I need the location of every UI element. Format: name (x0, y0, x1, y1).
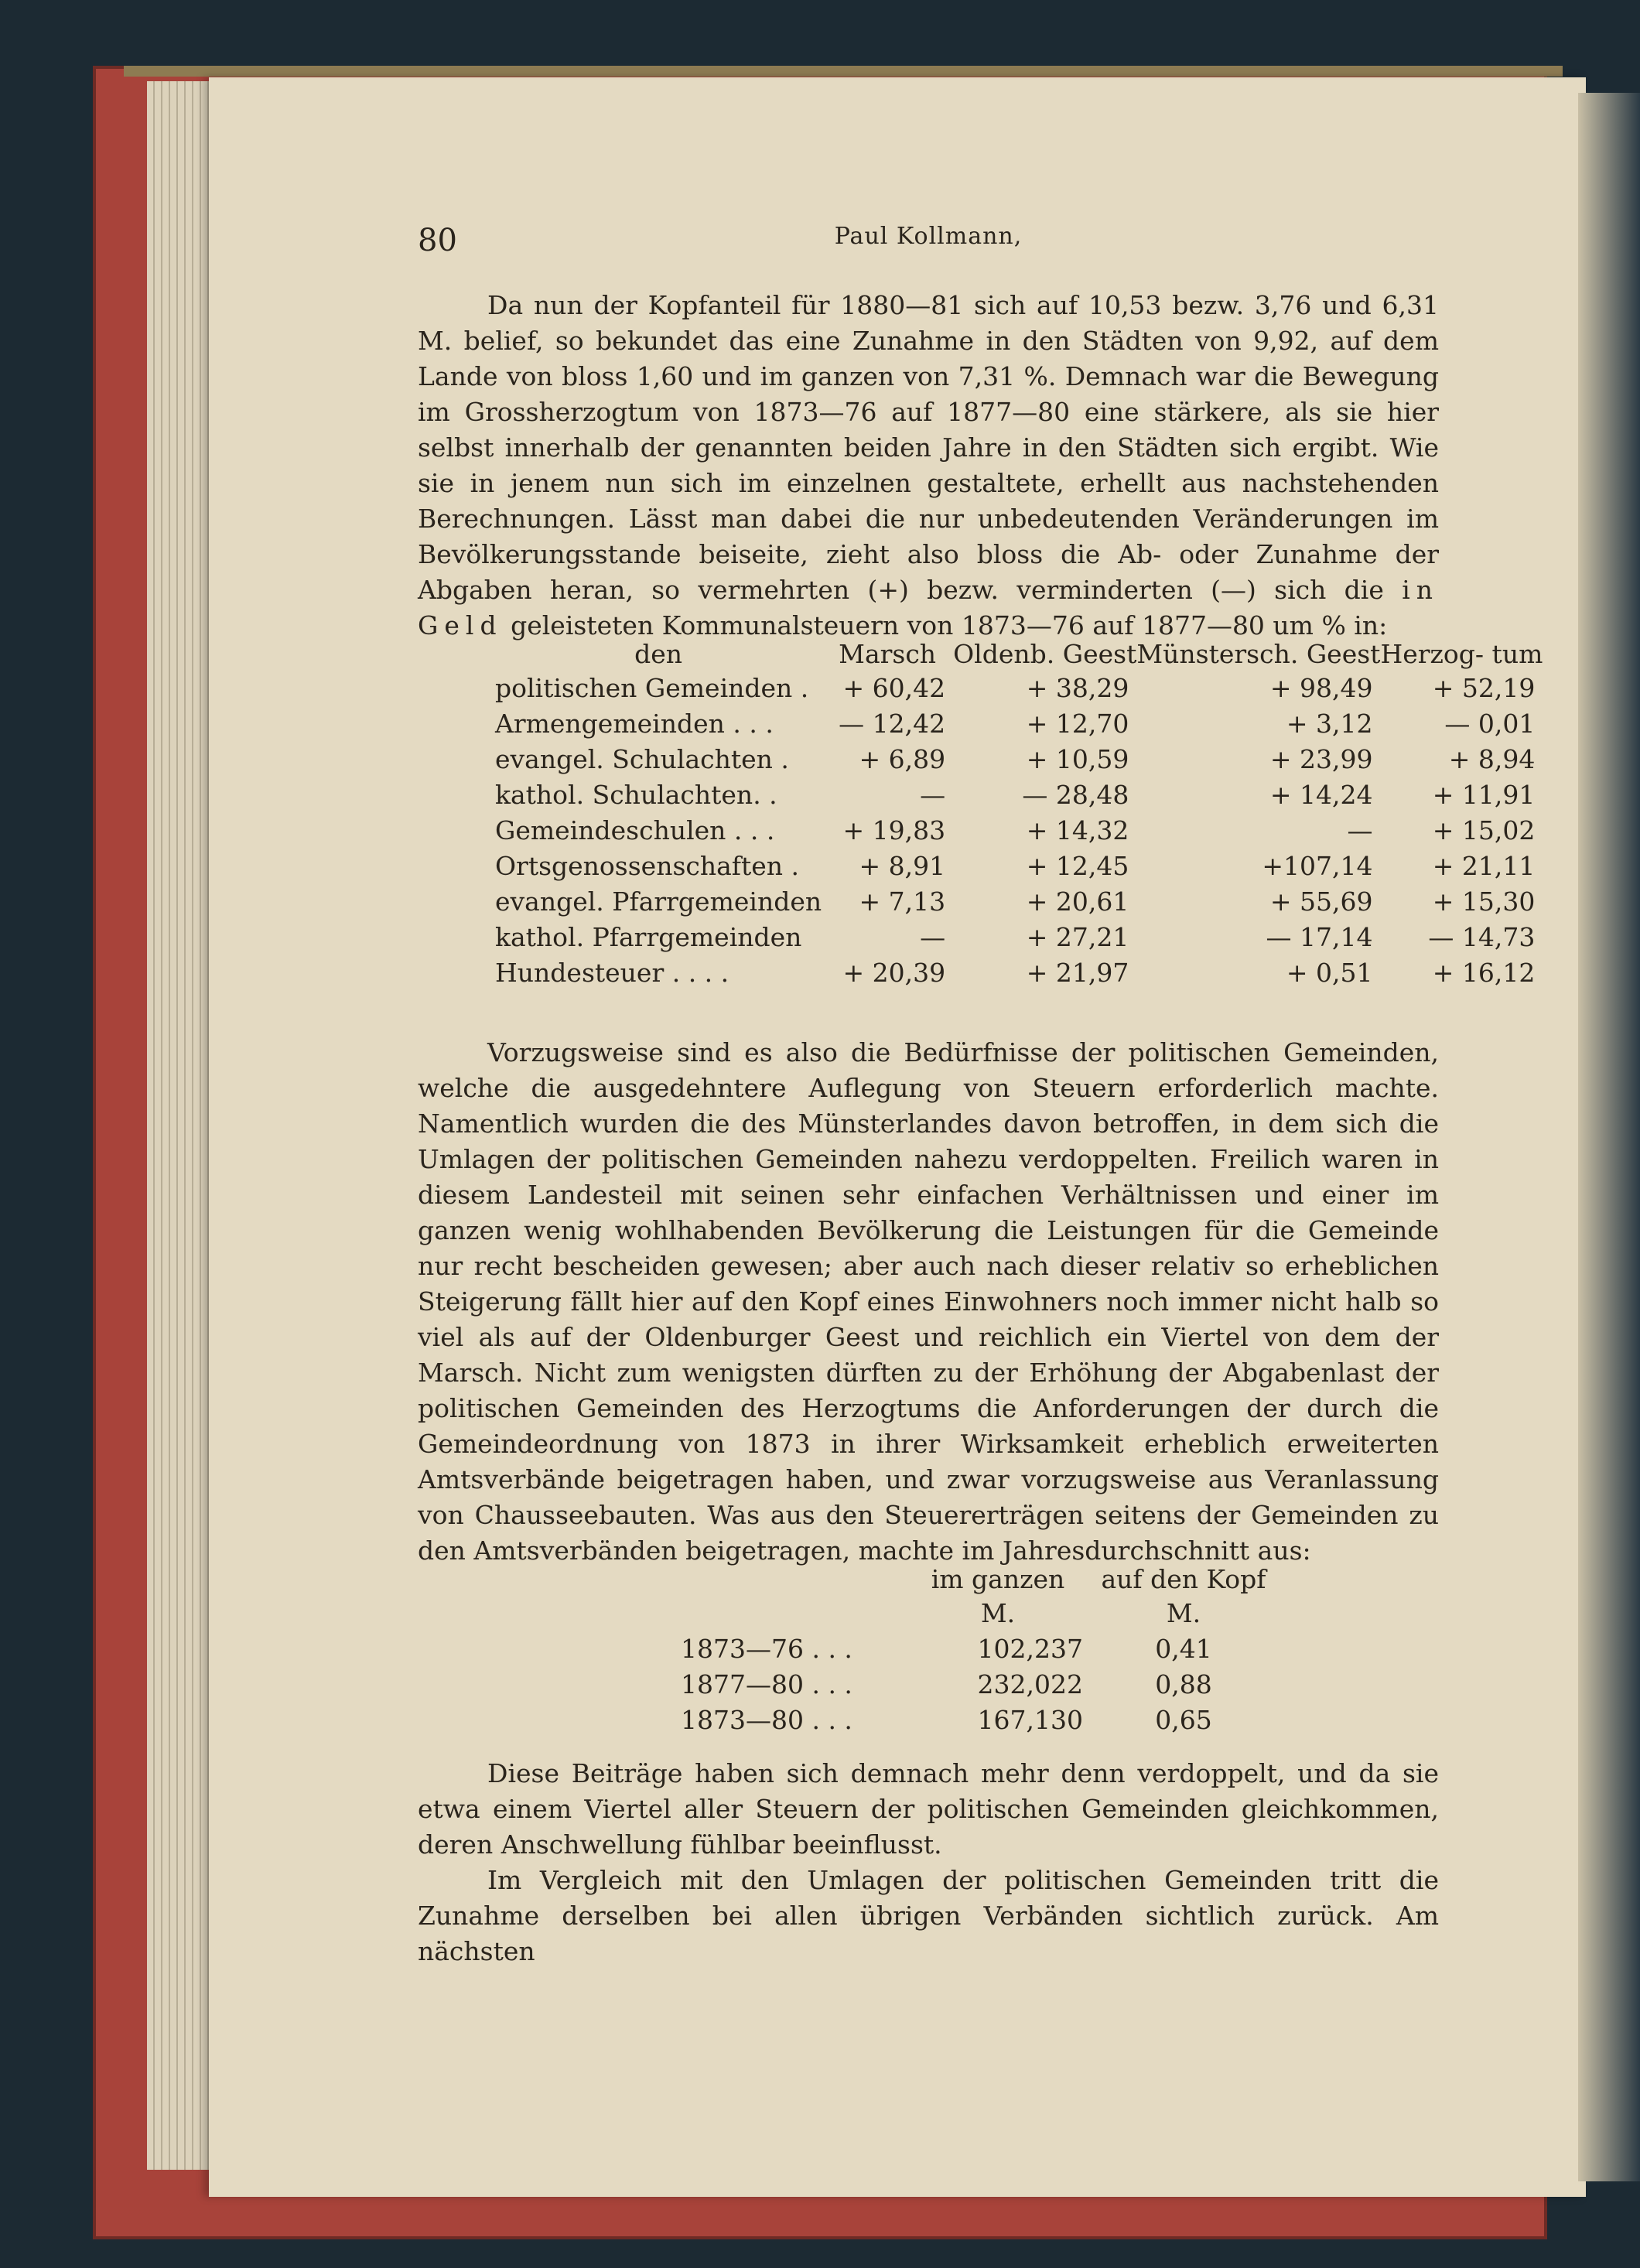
cell: + 15,02 (1432, 815, 1536, 845)
cell: + 52,19 (1432, 672, 1536, 703)
cell: + 16,12 (1432, 957, 1536, 988)
paragraph-4: Im Vergleich mit den Umlagen der politischen Gemeinden tritt die Zunahme derselben bei allen übrigen Verbänden sichtlich zurück. Am nächsten (418, 1865, 1439, 1966)
row-label: Hundesteuer . . . . (495, 957, 729, 988)
col-muenster-geest: Münstersch. Geest (1136, 639, 1381, 669)
table-row (495, 919, 1543, 955)
cell: + 15,30 (1432, 886, 1536, 917)
row-label: Gemeindeschulen . . . (495, 815, 775, 845)
page-shadow (1578, 93, 1640, 2181)
row-label: Armengemeinden . . . (495, 708, 774, 739)
row-label: evangel. Pfarrgemeinden (495, 886, 822, 917)
period: 1873—80 . . . (681, 1704, 852, 1735)
cell: — (920, 921, 946, 952)
table-row (495, 777, 1543, 812)
col-oldenb-geest: Oldenb. Geest (953, 639, 1137, 669)
page-number: 80 (418, 223, 457, 258)
col-per-head-unit: M. (1166, 1598, 1201, 1628)
table-row (681, 1631, 1284, 1666)
cell: + 8,94 (1448, 743, 1536, 774)
total: 167,130 (977, 1704, 1083, 1735)
page-header (418, 223, 1439, 269)
tax-table-header (495, 634, 1543, 670)
paragraph-1 (418, 288, 1439, 644)
running-title: Paul Kollmann, (834, 223, 1023, 250)
table-row (495, 705, 1543, 741)
cell: + 19,83 (842, 815, 946, 845)
cell: + 98,49 (1269, 672, 1373, 703)
cell: + 23,99 (1269, 743, 1373, 774)
cell: + 11,91 (1432, 779, 1536, 810)
cell: + 20,39 (842, 957, 946, 988)
row-label: politischen Gemeinden . (495, 672, 809, 703)
cell: — 0,01 (1444, 708, 1536, 739)
cell: — 28,48 (1022, 779, 1129, 810)
cell: + 20,61 (1026, 886, 1129, 917)
cell: + 21,11 (1432, 850, 1536, 881)
cell: + 8,91 (859, 850, 946, 881)
cell: + 7,13 (859, 886, 946, 917)
paragraph-1-end: geleisteten Kommunalsteuern von 1873—76 auf 1877—80 um % in: (511, 610, 1388, 640)
table-row (495, 741, 1543, 777)
col-total-unit: M. (980, 1598, 1016, 1628)
cell: — (920, 779, 946, 810)
cell: — (1347, 815, 1373, 845)
paragraph-1-text: Da nun der Kopfanteil für 1880—81 sich auf 10,53 bezw. 3,76 und 6,31 M. belief, so bekundet das eine Zunahme in den Städten von 9,92, auf dem Lande von bloss 1,60 und im ganzen von 7,31 %. Demnach war die Bewegung im Grossherzogtum von 1873—76 auf 1877—80 eine stärkere, als sie hier selbst innerhalb der genannten beiden Jahre in den Städten sich ergibt. Wie sie in jenem nun sich im einzelnen gestaltete, erhellt aus nachstehenden Berechnungen. Lässt man dabei die nur unbedeutenden Veränderungen im Bevölkerungsstande beiseite, zieht also bloss die Ab- oder Zunahme der Abgaben heran, so vermehrten (+) bezw. verminderten (—) sich die (418, 290, 1439, 605)
cell: + 6,89 (859, 743, 946, 774)
col-per-head (1083, 1563, 1284, 1631)
cell: + 12,70 (1026, 708, 1129, 739)
table-row (495, 848, 1543, 883)
paragraph-3: Diese Beiträge haben sich demnach mehr denn verdoppelt, und da sie etwa einem Viertel aller Steuern der politischen Gemeinden gleichkommen, deren Anschwellung fühlbar beeinflusst. (418, 1758, 1439, 1860)
table-row (495, 812, 1543, 848)
cell: + 12,45 (1026, 850, 1129, 881)
col-marsch: Marsch (839, 639, 937, 669)
total: 232,022 (977, 1669, 1083, 1699)
cell: + 14,32 (1026, 815, 1129, 845)
table-row (681, 1702, 1284, 1737)
cell: + 38,29 (1026, 672, 1129, 703)
paragraph-2: Vorzugsweise sind es also die Bedürfnisse der politischen Gemeinden, welche die ausgedehntere Auflegung von Steuern erforderlich machte. Namentlich wurden die des Münsterlandes davon betroffen, in dem sich die Umlagen der politischen Gemeinden nahezu verdoppelten. Freilich waren in diesem Landesteil mit seinen sehr einfachen Verhältnissen und einer im ganzen wenig wohlhabenden Bevölkerung die Leistungen für die Gemeinde nur recht bescheiden gewesen; aber auch nach dieser relativ so erheblichen Steigerung fällt hier auf den Kopf eines Einwohners noch immer nicht halb so viel als auf der Oldenburger Geest und reichlich ein Viertel von dem der Marsch. Nicht zum wenigsten dürften zu der Erhöhung der Abgabenlast der politischen Gemeinden des Herzogtums die Anforderungen der durch die Gemeindeordnung von 1873 in ihrer Wirksamkeit erheblich erweiterten Amtsverbände beigetragen haben, und zwar vorzugsweise aus Veranlassung von Chausseebauten. Was aus den Steuererträgen seitens der Gemeinden zu den Amtsverbänden beigetragen, machte im Jahresdurchschnitt aus: (418, 1037, 1439, 1566)
cell: + 60,42 (842, 672, 946, 703)
cell: + 55,69 (1269, 886, 1373, 917)
per-head: 0,41 (1155, 1633, 1212, 1664)
period: 1873—76 . . . (681, 1633, 852, 1664)
cell: + 21,97 (1026, 957, 1129, 988)
col-total (913, 1563, 1083, 1631)
paragraph-1-emphasis: in Geld (418, 575, 1439, 640)
row-label: evangel. Schulachten . (495, 743, 789, 774)
per-head: 0,88 (1155, 1669, 1212, 1699)
cell: +107,14 (1262, 850, 1373, 881)
cell: — 17,14 (1266, 921, 1373, 952)
row-label: kathol. Pfarrgemeinden (495, 921, 802, 952)
row-label: kathol. Schulachten. . (495, 779, 777, 810)
col-herzogtum: Herzog- tum (1380, 639, 1543, 669)
cover-edge (124, 66, 1563, 77)
table-row (495, 883, 1543, 919)
cell: + 14,24 (1269, 779, 1373, 810)
amount-table-header (681, 1563, 1284, 1631)
cell: + 10,59 (1026, 743, 1129, 774)
table-row (681, 1666, 1284, 1702)
period: 1877—80 . . . (681, 1669, 852, 1699)
cell: — 14,73 (1428, 921, 1536, 952)
table-row (495, 955, 1543, 990)
total: 102,237 (977, 1633, 1083, 1664)
col-den: den (634, 639, 683, 669)
table-row (495, 670, 1543, 705)
cell: + 3,12 (1286, 708, 1373, 739)
per-head: 0,65 (1155, 1704, 1212, 1735)
tax-change-table (495, 634, 1543, 990)
col-per-head-label: auf den Kopf (1101, 1564, 1266, 1594)
row-label: Ortsgenossenschaften . (495, 850, 800, 881)
cell: — 12,42 (839, 708, 946, 739)
amount-table (681, 1563, 1284, 1737)
cell: + 27,21 (1026, 921, 1129, 952)
cell: + 0,51 (1286, 957, 1373, 988)
col-total-label: im ganzen (931, 1564, 1065, 1594)
